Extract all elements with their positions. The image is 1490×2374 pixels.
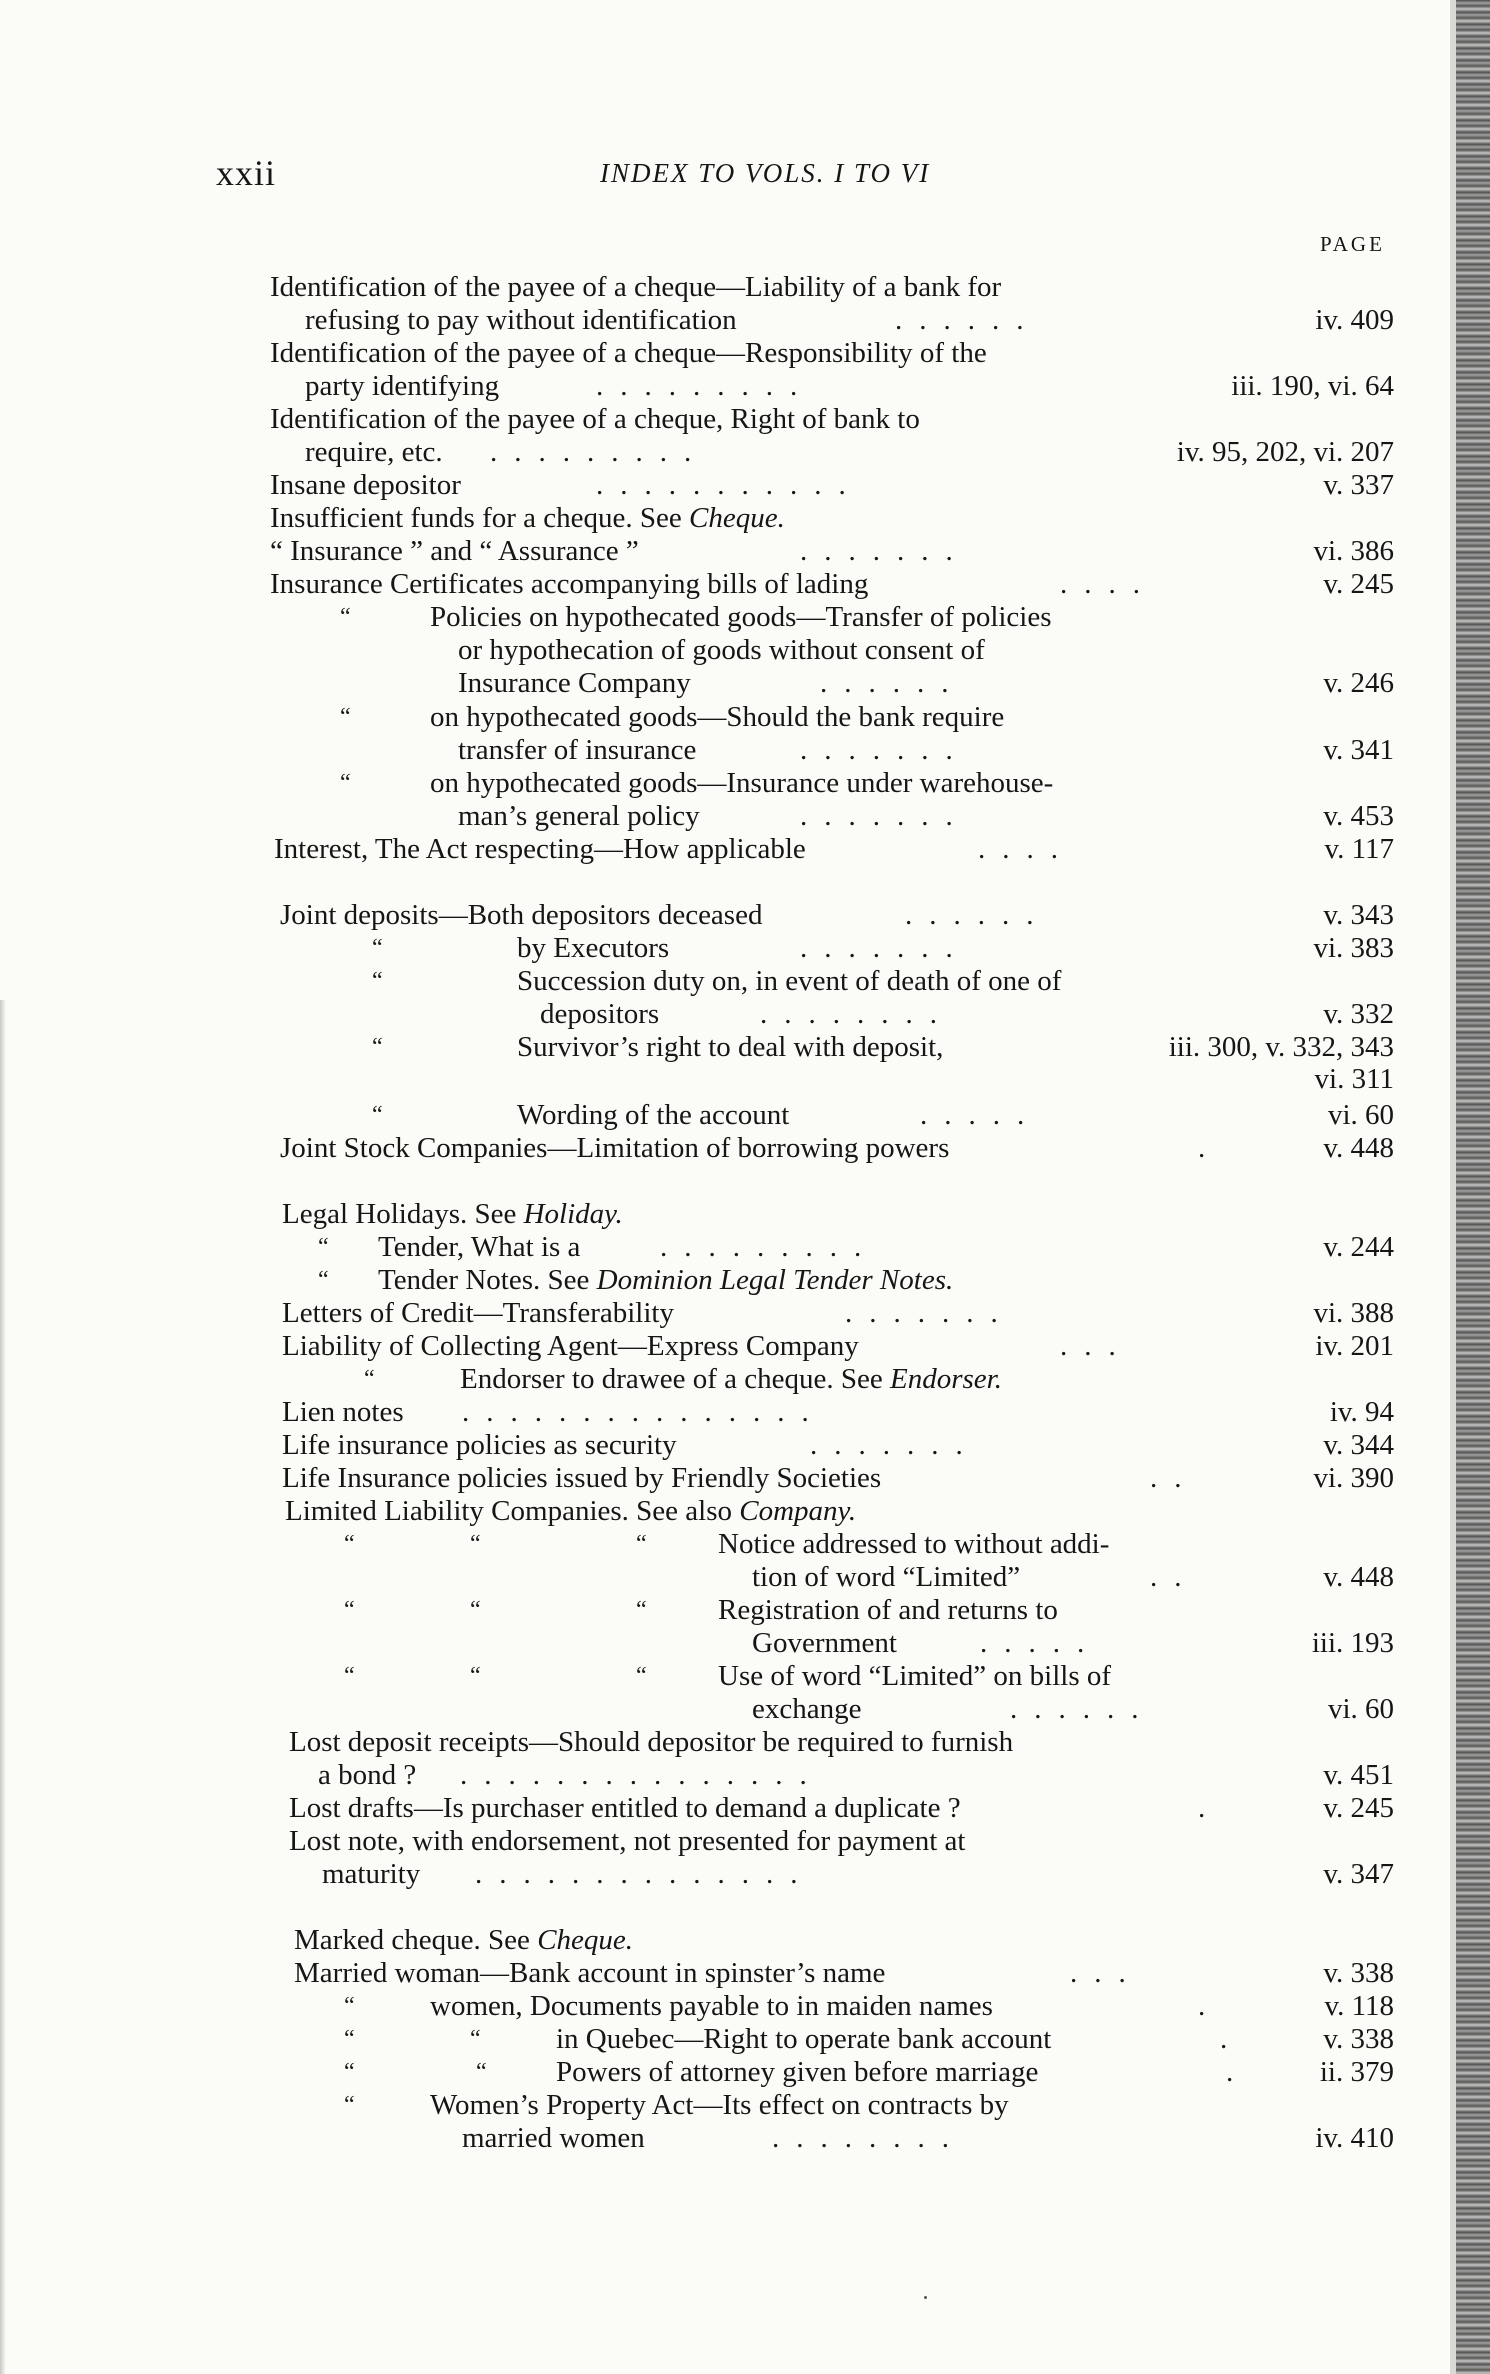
ditto-mark: “ <box>344 1993 355 2019</box>
leader-dots: ....... <box>845 1297 1015 1329</box>
index-entry: man’s general policy <box>458 800 700 832</box>
index-entry: in Quebec—Right to operate bank account <box>556 2023 1052 2055</box>
leader-dots: ...... <box>1010 1693 1156 1725</box>
ditto-mark: “ <box>364 1366 375 1392</box>
index-entry: Insane depositor <box>270 469 461 501</box>
print-speck <box>924 2296 927 2299</box>
leader-dots: . <box>1220 2023 1245 2055</box>
page-reference: v. 451 <box>1323 1759 1394 1791</box>
index-entry: exchange <box>752 1693 862 1725</box>
page-column-heading: PAGE <box>1320 232 1385 256</box>
ditto-mark: “ <box>318 1234 329 1260</box>
entry-text: Insufficient funds for a cheque. See <box>270 502 690 534</box>
leader-dots: . <box>1198 1792 1223 1824</box>
running-title: INDEX TO VOLS. I TO VI <box>600 158 931 188</box>
index-entry: on hypothecated goods—Insurance under warehouse- <box>430 767 1054 799</box>
index-entry: by Executors <box>517 932 670 964</box>
entry-text: Legal Holidays. See <box>282 1198 524 1230</box>
ditto-mark: “ <box>470 1531 481 1557</box>
entry-text: Limited Liability Companies. See also <box>285 1495 740 1527</box>
leader-dots: ........ <box>772 2122 966 2154</box>
cross-reference: Cheque. <box>537 1924 634 1956</box>
index-entry: Registration of and returns to <box>718 1594 1058 1626</box>
ditto-mark: “ <box>340 770 351 796</box>
page-edge-gap <box>1450 0 1456 2374</box>
index-entry: Letters of Credit—Transferability <box>282 1297 674 1329</box>
index-entry: Married woman—Bank account in spinster’s name <box>294 1957 886 1989</box>
leader-dots: ........ <box>760 998 954 1030</box>
page-reference: vi. 386 <box>1313 535 1394 567</box>
leader-dots: ....... <box>800 734 970 766</box>
index-entry: Lien notes <box>282 1396 404 1428</box>
entry-text: Tender Notes. See <box>378 1264 597 1296</box>
ditto-mark: “ <box>340 704 351 730</box>
page-reference: iii. 300, v. 332, 343 <box>1168 1031 1394 1063</box>
entry-text: Marked cheque. See <box>294 1924 538 1956</box>
page-reference: vi. 388 <box>1313 1297 1394 1329</box>
leader-dots: ....... <box>800 932 970 964</box>
leader-dots: ...... <box>820 667 966 699</box>
page-reference: vi. 383 <box>1313 932 1394 964</box>
index-entry: Lost drafts—Is purchaser entitled to demand a duplicate ? <box>289 1792 961 1824</box>
page-reference: v. 245 <box>1323 1792 1394 1824</box>
ditto-mark: “ <box>476 2059 487 2085</box>
page-reference: v. 343 <box>1323 899 1394 931</box>
page-reference: v. 332 <box>1323 998 1394 1030</box>
cross-reference: Dominion Legal Tender Notes. <box>596 1264 954 1296</box>
index-entry: Joint Stock Companies—Limitation of borrowing powers <box>280 1132 950 1164</box>
index-entry: party identifying <box>305 370 500 402</box>
leader-dots: ....... <box>800 800 970 832</box>
cross-reference: Company. <box>739 1495 857 1527</box>
page-reference: vi. 60 <box>1327 1099 1394 1131</box>
page-reference: v. 244 <box>1323 1231 1394 1263</box>
left-edge-shade <box>0 1000 6 2374</box>
index-entry: Liability of Collecting Agent—Express Company <box>282 1330 859 1362</box>
index-entry: Joint deposits—Both depositors deceased <box>280 899 763 931</box>
index-entry <box>460 1362 1002 1396</box>
page-reference: v. 245 <box>1323 568 1394 600</box>
page-reference: v. 118 <box>1324 1990 1394 2022</box>
page-reference: v. 246 <box>1323 667 1394 699</box>
leader-dots: . <box>1198 1990 1223 2022</box>
index-entry: transfer of insurance <box>458 734 697 766</box>
page-reference: v. 448 <box>1323 1561 1394 1593</box>
index-entry: Identification of the payee of a cheque, Right of bank to <box>270 403 920 435</box>
index-entry: refusing to pay without identification <box>305 304 737 336</box>
leader-dots: ............... <box>460 1759 824 1791</box>
ditto-mark: “ <box>344 1597 355 1623</box>
page-reference: vi. 60 <box>1327 1693 1394 1725</box>
index-entry <box>378 1263 953 1297</box>
page-reference: iv. 409 <box>1315 304 1394 336</box>
leader-dots: ..... <box>920 1099 1042 1131</box>
index-entry: women, Documents payable to in maiden names <box>430 1990 993 2022</box>
cross-reference: Cheque. <box>689 502 785 534</box>
index-entry: Succession duty on, in event of death of one of <box>517 965 1062 997</box>
leader-dots: ............... <box>462 1396 826 1428</box>
entry-text: Endorser to drawee of a cheque. See <box>460 1363 890 1395</box>
leader-dots: .... <box>978 833 1075 865</box>
page-reference: v. 341 <box>1323 734 1394 766</box>
index-entry: require, etc. <box>305 436 443 468</box>
ditto-mark: “ <box>372 1034 383 1060</box>
ditto-mark: “ <box>372 935 383 961</box>
index-entry: married women <box>462 2122 645 2154</box>
ditto-mark: “ <box>470 2026 481 2052</box>
ditto-mark: “ <box>344 2092 355 2118</box>
index-entry: Life Insurance policies issued by Friendly Societies <box>282 1462 882 1494</box>
index-entry <box>270 501 785 535</box>
index-entry: Life insurance policies as security <box>282 1429 677 1461</box>
ditto-mark: “ <box>636 1531 647 1557</box>
page-reference: iv. 95, 202, vi. 207 <box>1176 436 1394 468</box>
page-reference: iii. 193 <box>1311 1627 1394 1659</box>
index-entry: Interest, The Act respecting—How applicable <box>274 833 806 865</box>
ditto-mark: “ <box>344 1531 355 1557</box>
page-reference: iv. 94 <box>1329 1396 1394 1428</box>
index-entry: Tender, What is a <box>378 1231 581 1263</box>
page-reference: v. 453 <box>1323 800 1394 832</box>
ditto-mark: “ <box>318 1267 329 1293</box>
index-entry: Wording of the account <box>517 1099 790 1131</box>
index-entry: Identification of the payee of a cheque—Liability of a bank for <box>270 271 1002 303</box>
cross-reference: Endorser. <box>889 1363 1002 1395</box>
leader-dots: .... <box>1060 568 1157 600</box>
page-reference: vi. 390 <box>1313 1462 1394 1494</box>
leader-dots: . <box>1226 2056 1251 2088</box>
index-entry: a bond ? <box>318 1759 417 1791</box>
page-reference: vi. 311 <box>1314 1063 1394 1095</box>
index-entry: Insurance Certificates accompanying bills of lading <box>270 568 869 600</box>
page-reference: v. 117 <box>1324 833 1394 865</box>
page-number: xxii <box>216 153 277 193</box>
ditto-mark: “ <box>372 1102 383 1128</box>
page-reference: ii. 379 <box>1319 2056 1394 2088</box>
leader-dots: ......... <box>596 370 815 402</box>
index-entry: tion of word “Limited” <box>752 1561 1021 1593</box>
leader-dots: .. <box>1150 1561 1199 1593</box>
index-entry: Notice addressed to without addi- <box>718 1528 1110 1560</box>
index-entry: “ Insurance ” and “ Assurance ” <box>270 535 639 567</box>
leader-dots: ........... <box>596 469 863 501</box>
cross-reference: Holiday. <box>523 1198 623 1230</box>
page-reference: iv. 201 <box>1315 1330 1394 1362</box>
ditto-mark: “ <box>470 1597 481 1623</box>
ditto-mark: “ <box>340 604 351 630</box>
index-entry: Lost note, with endorsement, not presented for payment at <box>289 1825 966 1857</box>
index-entry: Policies on hypothecated goods—Transfer of policies <box>430 601 1052 633</box>
index-entry: maturity <box>322 1858 421 1890</box>
page-reference: v. 347 <box>1323 1858 1394 1890</box>
page-reference: v. 344 <box>1323 1429 1394 1461</box>
ditto-mark: “ <box>470 1663 481 1689</box>
ditto-mark: “ <box>344 2026 355 2052</box>
leader-dots: ... <box>1060 1330 1133 1362</box>
leader-dots: ...... <box>895 304 1041 336</box>
ditto-mark: “ <box>344 1663 355 1689</box>
index-entry: Identification of the payee of a cheque—Responsibility of the <box>270 337 987 369</box>
leader-dots: ... <box>1070 1957 1143 1989</box>
ditto-mark: “ <box>344 2059 355 2085</box>
index-entry: Powers of attorney given before marriage <box>556 2056 1039 2088</box>
index-entry: or hypothecation of goods without consent of <box>458 634 985 666</box>
page-reference: iii. 190, vi. 64 <box>1231 370 1394 402</box>
leader-dots: . <box>1198 1132 1223 1164</box>
index-entry: Women’s Property Act—Its effect on contracts by <box>430 2089 1009 2121</box>
index-entry <box>285 1494 856 1528</box>
index-entry: Use of word “Limited” on bills of <box>718 1660 1112 1692</box>
page-reference: v. 337 <box>1323 469 1394 501</box>
page-reference: v. 338 <box>1323 2023 1394 2055</box>
leader-dots: ....... <box>800 535 970 567</box>
page-edge-shadow <box>1456 0 1490 2374</box>
leader-dots: .............. <box>475 1858 815 1890</box>
ditto-mark: “ <box>372 968 383 994</box>
index-entry: Lost deposit receipts—Should depositor be required to furnish <box>289 1726 1014 1758</box>
ditto-mark: “ <box>636 1663 647 1689</box>
ditto-mark: “ <box>636 1597 647 1623</box>
index-entry: Survivor’s right to deal with deposit, <box>517 1031 944 1063</box>
leader-dots: .. <box>1150 1462 1199 1494</box>
index-entry: depositors <box>540 998 660 1030</box>
index-entry: on hypothecated goods—Should the bank require <box>430 701 1005 733</box>
index-entry: Government <box>752 1627 897 1659</box>
leader-dots: ...... <box>905 899 1051 931</box>
page-reference: iv. 410 <box>1315 2122 1394 2154</box>
index-entry: Insurance Company <box>458 667 691 699</box>
leader-dots: ....... <box>810 1429 980 1461</box>
index-entry <box>282 1197 623 1231</box>
page-reference: v. 448 <box>1323 1132 1394 1164</box>
leader-dots: ......... <box>490 436 709 468</box>
page-reference: v. 338 <box>1323 1957 1394 1989</box>
leader-dots: ..... <box>980 1627 1102 1659</box>
leader-dots: ......... <box>660 1231 879 1263</box>
index-entry <box>294 1923 633 1957</box>
